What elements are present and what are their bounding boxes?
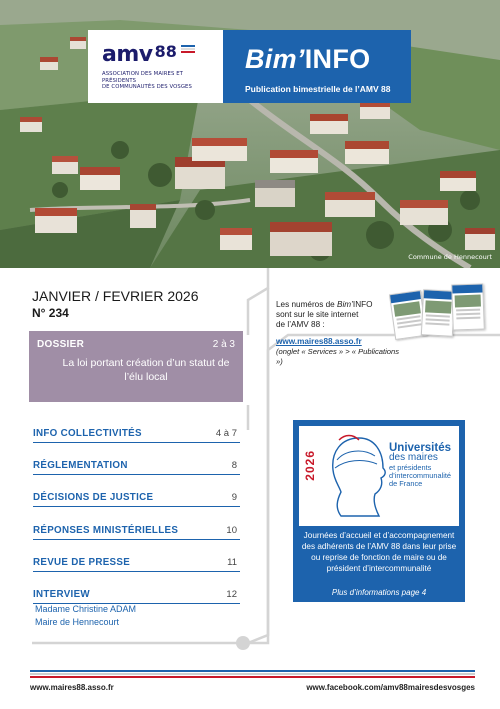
universites-year: 2026 [303,450,317,481]
toc-pages: 8 [231,460,237,471]
interview-name: Madame Christine ADAM [35,604,137,614]
publication-title-box [223,30,411,103]
toc-label: RÉPONSES MINISTÉRIELLES [33,525,179,536]
amv88-logo [88,30,223,103]
issue-number: N° 234 [32,306,69,320]
logo-88-text: 88 [154,42,177,61]
toc-pages: 12 [226,589,237,600]
website-link[interactable]: www.maires88.asso.fr [276,337,362,346]
logo-wordmark [102,42,215,67]
toc-item-interview[interactable] [33,586,240,604]
toc-label: RÉGLEMENTATION [33,460,128,471]
footer-facebook-link[interactable]: www.facebook.com/amv88mairesdesvosges [306,683,475,692]
interview-role: Maire de Hennecourt [35,617,120,627]
toc-label: REVUE DE PRESSE [33,557,131,568]
logo-association-name: ASSOCIATION DES MAIRES ET PRÉSIDENTS DE COMMUNAUTÉS DES VOSGES [102,71,192,90]
issue-date: JANVIER / FEVRIER 2026 [32,288,199,304]
toc-label: INFO COLLECTIVITÉS [33,428,142,439]
toc-item-info-collectivites[interactable] [33,425,240,443]
photo-caption: Commune de Hennecourt [408,253,492,261]
dossier-pages: 2 à 3 [212,339,235,350]
toc-item-reponses-ministerielles[interactable] [33,522,240,540]
publication-subtitle: Publication bimestrielle de l’AMV 88 [245,84,391,94]
logo-amv-text: amv [102,42,153,67]
archive-notice: Les numéros de Bim’INFO sont sur le site internet de l’AMV 88 : www.maires88.asso.fr (onglet « Services » > « Publications ») [276,300,406,367]
dossier-panel[interactable] [29,331,243,402]
dossier-title: La loi portant création d’un statut de l’élu local [62,357,230,383]
universites-logo-card [299,426,459,526]
dossier-label: DOSSIER [37,339,85,350]
tricolor-footer-bar [30,670,475,677]
toc-label: DÉCISIONS DE JUSTICE [33,492,154,503]
issue-thumbnail [421,289,455,337]
universites-description: Journées d’accueil et d’accompagnement des adhérents de l’AMV 88 dans leur prise ou reprise de fonction de maire ou de président d’intercommunalité [301,531,457,573]
toc-pages: 10 [226,525,237,536]
past-issues-thumbnails [388,282,488,344]
toc-item-decisions-de-justice[interactable] [33,489,240,507]
marianne-profile-icon [319,430,387,520]
toc-pages: 4 à 7 [215,428,237,439]
issue-thumbnail [451,283,485,330]
interview-subject [35,603,136,629]
universites-more-info: Plus d’informations page 4 [331,588,427,597]
toc-label: INTERVIEW [33,589,90,600]
tricolor-flag-icon [181,45,195,53]
publication-title: Bim’INFO [245,44,371,74]
navigation-hint: (onglet « Services » > « Publications ») [276,347,400,366]
toc-pages: 11 [227,557,237,568]
footer-website-link[interactable]: www.maires88.asso.fr [30,683,114,692]
toc-item-revue-de-presse[interactable] [33,554,240,572]
toc-pages: 9 [231,492,237,503]
toc-item-reglementation[interactable] [33,457,240,475]
universites-title: Universités des maires et présidents d’intercommunalité de France [389,442,452,488]
universites-des-maires-ad[interactable] [293,420,465,602]
